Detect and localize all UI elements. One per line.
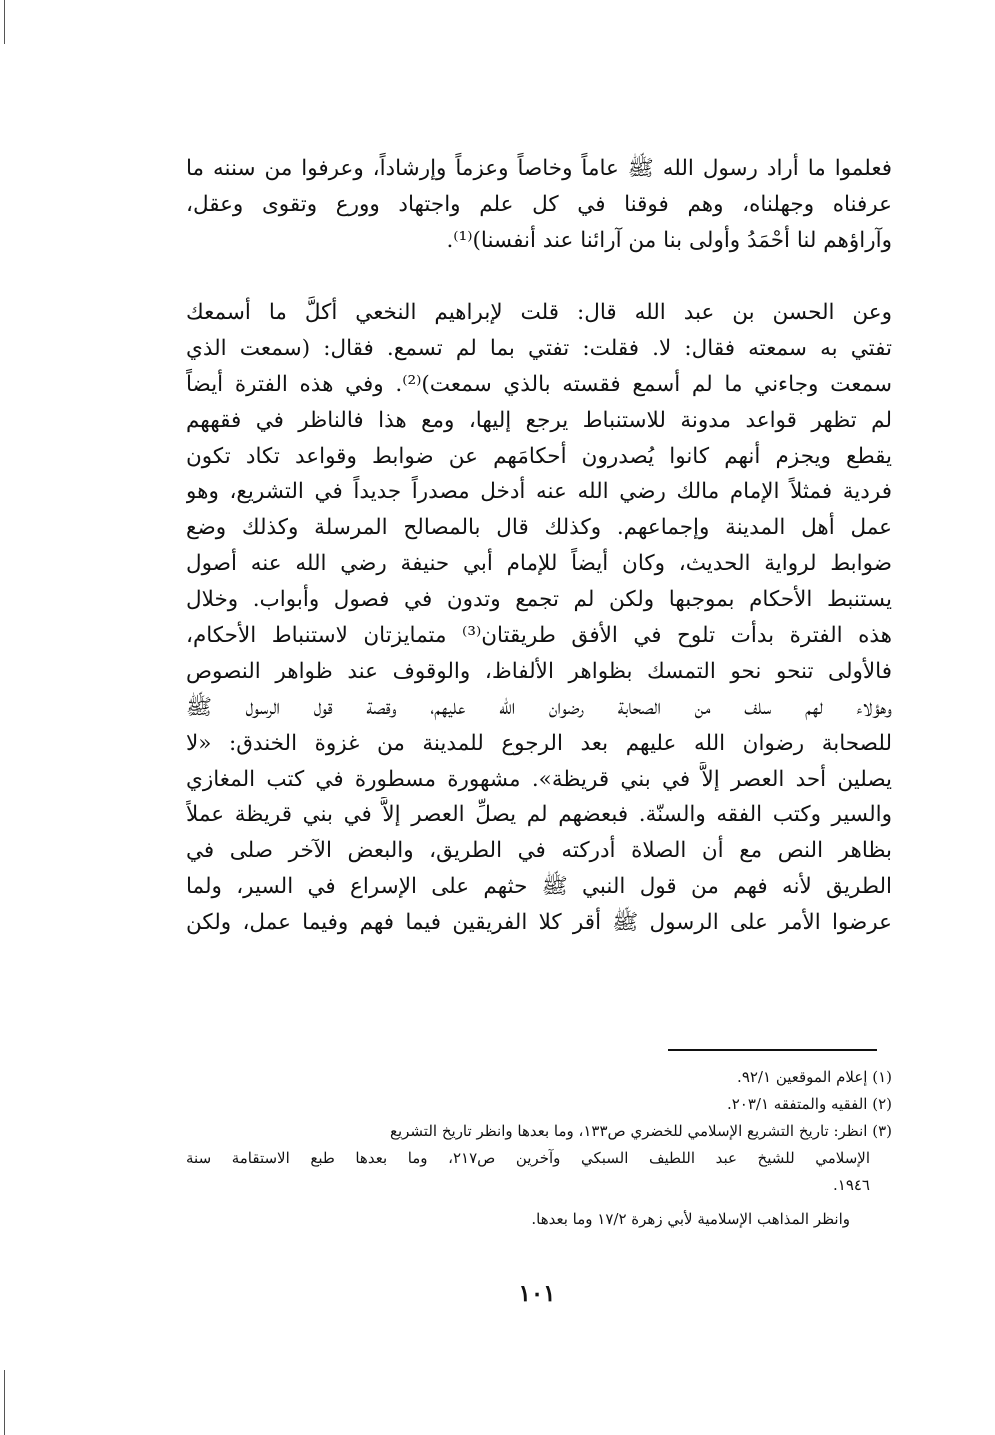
footnote-3-line: (٣) انظر: تاريخ التشريع الإسلامي للخضري ص١٣٣، وما بعدها وانظر تاريخ التشريع	[389, 1122, 892, 1140]
footnote-separator	[668, 1049, 877, 1051]
text-line: تفتي به سمعته فقال: لا. فقلت: تفتي بما لم تسمع. فقال: (سمعت الذي	[186, 335, 892, 361]
footnote-3-line: الإسلامي للشيخ عبد اللطيف السبكي وآخرين ص٢١٧، وما بعدها طبع الاستقامة سنة	[186, 1149, 870, 1167]
text-line: والسير وكتب الفقه والسنّة. فبعضهم لم يصلِّ العصر إلاَّ في بني قريظة عملاً	[186, 802, 892, 828]
text-line: وعن الحسن بن عبد الله قال: قلت لإبراهيم النخعي أكلَّ ما أسمعك	[186, 300, 892, 325]
footnote-1: (١) إعلام الموقعين ٩٢/١.	[737, 1068, 892, 1086]
text-line: يستنبط الأحكام بموجبها ولكن لم تجمع وتدون في فصول وأبواب. وخلال	[186, 587, 892, 613]
text-line: عمل أهل المدينة وإجماعهم. وكذلك قال بالمصالح المرسلة وكذلك وضع	[186, 515, 892, 541]
scan-edge-mark	[4, 0, 5, 44]
text-line: عرفناه وجهلناه، وهم فوقنا في كل علم واجتهاد وورع وتقوى وعقل،	[186, 191, 892, 217]
text-line: عرضوا الأمر على الرسول ﷺ أقر كلا الفريقين فيما فهم وفيما عمل، ولكن	[186, 910, 892, 936]
text-line: فالأولى تنحو نحو التمسك بظواهر الألفاظ، والوقوف عند ظواهر النصوص	[186, 658, 892, 684]
footnotes	[186, 1064, 892, 1231]
text-line: الطريق لأنه فهم من قول النبي ﷺ حثهم على الإسراع في السير، ولما	[186, 874, 892, 900]
text-line: للصحابة رضوان الله عليهم بعد الرجوع للمدينة من غزوة الخندق: «لا	[186, 730, 892, 756]
text-line: سمعت وجاءني ما لم أسمع فقسته بالذي سمعت)⁽²⁾. وفي هذه الفترة أيضاً	[186, 371, 892, 397]
text-line: فردية فمثلاً الإمام مالك رضي الله عنه أدخل مصدراً جديداً في التشريع، وهو	[186, 479, 892, 505]
text-line: وهؤلاء لهم سلف من الصحابة رضوان الله عليهم، وقصة قول الرسول ﷺ	[186, 694, 892, 720]
text-line: وآراؤهم لنا أحْمَدُ وأولى بنا من آرائنا عند أنفسنا)⁽¹⁾.	[446, 227, 892, 253]
text-line: ضوابط لرواية الحديث، وكان أيضاً للإمام أبي حنيفة رضي الله عنه أصول	[186, 551, 892, 577]
text-line: لم تظهر قواعد مدونة للاستنباط يرجع إليها، ومع هذا فالناظر في فقههم	[186, 407, 892, 433]
text-line: يصلين أحد العصر إلاَّ في بني قريظة». مشهورة مسطورة في كتب المغازي	[186, 766, 892, 792]
footnote-3-line: ١٩٤٦.	[832, 1176, 870, 1194]
text-line: فعلموا ما أراد رسول الله ﷺ عاماً وخاصاً وعزماً وإرشاداً، وعرفوا من سننه ما	[186, 156, 892, 181]
footnote-2: (٢) الفقيه والمتفقه ٢٠٣/١.	[726, 1095, 892, 1113]
paragraph-1	[186, 151, 892, 259]
text-line: يقطع ويجزم أنهم كانوا يُصدرون أحكامَهم عن ضوابط وقواعد تكاد تكون	[186, 443, 892, 469]
scan-edge-mark	[4, 1370, 5, 1435]
text-line: هذه الفترة بدأت تلوح في الأفق طريقتان⁽³⁾ متمايزتان لاستنباط الأحكام،	[186, 623, 892, 649]
paragraph-2	[186, 295, 892, 941]
page-number: ١٠١	[518, 1280, 556, 1307]
text-line: بظاهر النص مع أن الصلاة أدركته في الطريق، والبعض الآخر صلى في	[186, 838, 892, 864]
footnote-3-extra: وانظر المذاهب الإسلامية لأبي زهرة ١٧/٢ وما بعدها.	[531, 1210, 850, 1228]
